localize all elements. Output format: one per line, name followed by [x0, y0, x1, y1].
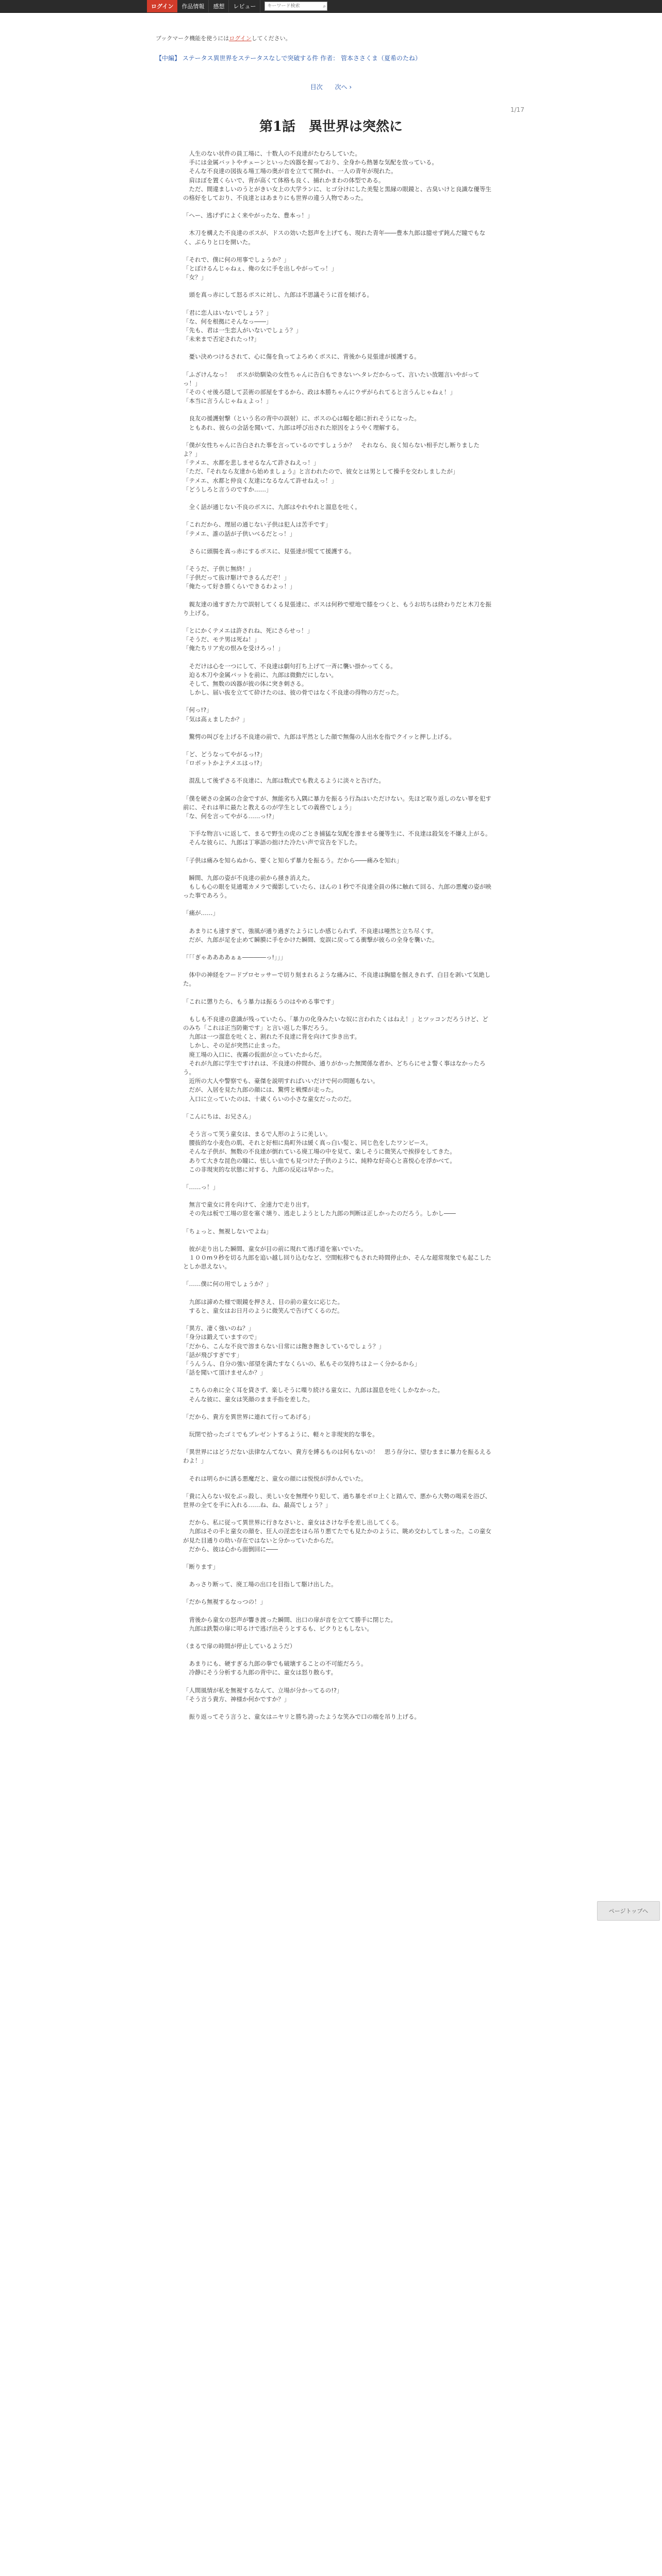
story-line: そんな彼らに、九郎は丁寧語の拙けた冷たい声で宣告を下した。: [183, 839, 361, 846]
story-line: 玩閉で拾ったゴミでもプレゼントするように、軽々と非現実的な事を。: [183, 1430, 378, 1438]
login-notice-link[interactable]: ログイン: [229, 35, 252, 42]
paragraph-gap: [183, 1404, 492, 1413]
story-line: こちらの糸に全く耳を貸さず、楽しそうに喋り続ける童女に、九郎は溜息を吐くしかなかった。: [183, 1386, 444, 1394]
paragraph-gap: [183, 1377, 492, 1386]
login-notice: [156, 34, 291, 42]
story-line: 「女？」: [183, 274, 207, 281]
paragraph-gap: [183, 556, 492, 565]
story-line: 九郎は一つ溜息を吐くと、割れた不良達に背を向けて歩き出す。: [183, 1033, 361, 1041]
story-line: ただ、間違ましいのうとがきい女上の大学ランに、ヒゴ分けにした美髪と黒縁の眼鏡と、古臭いけと良識な優等生の格好をしており、不良達とはあまりにも世界の違う人物であった。: [183, 185, 491, 202]
paragraph-gap: [183, 1236, 492, 1245]
story-line: 「ど、どうなってやがるっ!?」: [183, 750, 266, 758]
story-line: 「異方、凄く強いのね？」: [183, 1325, 254, 1332]
novel-length-tag: 【中編】: [156, 55, 181, 62]
search-box: [264, 2, 327, 11]
story-line: あまりにも、硬すぎる九郎の拳でも破壊することの不可能だろう。: [183, 1660, 367, 1668]
paragraph-gap: [183, 202, 492, 211]
paragraph-gap: [183, 1121, 492, 1130]
story-line: 「ふざけんなっ！ ボスが幼馴染の女性ちゃんに告白もできないヘタレだからって、言いたい放題言いやがってっ！」: [183, 370, 479, 387]
story-line: 九郎は諦めた様で眼鏡を押さえ、目の前の童女に応じた。: [183, 1298, 344, 1306]
paragraph-gap: [183, 344, 492, 352]
story-line: そう言って笑う童女は、まるで人形のように美しい。: [183, 1130, 332, 1138]
paragraph-gap: [183, 405, 492, 414]
paragraph-gap: [183, 512, 492, 520]
story-line: 振り返ってそう言うと、童女はニヤリと勝ち誇ったような笑みで口の端を吊り上げる。: [183, 1713, 420, 1720]
paragraph-gap: [183, 1633, 492, 1642]
story-line: 「これだから、理屈の通じない子供は犯人は苦手です」: [183, 521, 332, 529]
story-line: 「断ります」: [183, 1563, 219, 1570]
story-line: 「だから、貴方を異世界に連れて行ってあげる」: [183, 1413, 313, 1420]
story-line: 背後から童女の怒声が響き渡った瞬間、出口の扉が音を立てて勝手に閉じた。: [183, 1616, 396, 1623]
paragraph-gap: [183, 1104, 492, 1112]
story-line: あまりにも速すぎて、強風が通り過ぎたようにしか感じられず、不良達は唖然と立ち尽くす。: [183, 927, 437, 935]
novel-title-link[interactable]: ステータス異世界をステータスなしで突破する件: [182, 55, 319, 62]
story-line: 入口に立っていたのは、十歳くらいの小さな童女だったのだ。: [183, 1095, 355, 1103]
story-line: 「ただ、『それなら友達から始めましょう』と言われたので、彼女とは男として操手を交わしましたが」: [183, 468, 459, 476]
story-line: 腰抜的な小麦色の肌、それと好相に鳥町外は緩く真っ白い髪と、同じ色をしたワンピース。: [183, 1139, 432, 1147]
paragraph-gap: [183, 362, 492, 370]
index-link[interactable]: 目次: [310, 83, 323, 91]
story-line: 「本当に言うんじゃねぇよっ！」: [183, 397, 272, 405]
story-line: そんな彼に、童女は笑顔のまま手指を差した。: [183, 1395, 313, 1403]
story-line: 「そうだ、子供じ無終！」: [183, 565, 254, 572]
paragraph-gap: [183, 538, 492, 547]
story-line: 「……っ！」: [183, 1183, 219, 1191]
story-line: 廃工場の入口に、夜霧の仮面が立っていたからだ。: [183, 1050, 325, 1058]
story-line: 「だから、こんな不良で溶まらない日常には飽き飽きしているでしょう？」: [183, 1342, 385, 1350]
paragraph-gap: [183, 1315, 492, 1324]
story-line: 「とぼけるんじゃねぇ、俺の女に手を出しやがってっ！」: [183, 265, 337, 273]
story-line: そして、無数の凶器が彼の体に突き刺さる。: [183, 680, 308, 687]
paragraph-gap: [183, 1466, 492, 1475]
story-line: だから、私に従って異世界に行きなさいと、童女はさけな手を差し出してくる。: [183, 1519, 403, 1527]
story-line: そんな不良達の図抜る場工場の奥が音を立てて開かれ、一人の青年が現れた。: [183, 167, 397, 175]
story-line: 木刀を構えた不良達のボスが、ドスの効いた怒声を上げても、現れた青年――豊本九郎は臆せず鈍んだ瞳でもなく、ぷらりと口を開いた。: [183, 229, 486, 246]
story-line: だから、彼は心から面倒回に――: [183, 1545, 278, 1553]
story-line: 「貴に入らない奴をぶっ殺し、美しい女を無理やり犯して、過ち暴をボロ上くと踏んで、悪から大勢の喝采を浴び、世界の全てを手に入れる……ね、ね、最高でしょう？」: [183, 1492, 491, 1509]
top-pager: [0, 82, 662, 91]
paragraph-gap: [183, 786, 492, 794]
paragraph-gap: [183, 865, 492, 874]
paragraph-gap: [183, 282, 492, 291]
paragraph-gap: [183, 1218, 492, 1227]
story-line: そだけは心を一つにして、不良達は劇句打ち上げて一斉に襲い掛かってくる。: [183, 662, 396, 670]
story-line: 人生のない状件の員工場に、十数人の不良達がたむろしていた。: [183, 150, 361, 157]
story-line: 「とにかくテメエは許されね、死にさらせっ！」: [183, 626, 313, 634]
page-top-button[interactable]: ページトップへ: [597, 1901, 660, 1921]
paragraph-gap: [183, 821, 492, 829]
story-line: 「テメエ、誰の話が子供いべるだとっ！」: [183, 530, 296, 537]
page-count: 1/17: [510, 106, 524, 113]
story-line: それは明らかに誘る悪魔だと、童女の顔には悦悦が浮かんでいた。: [183, 1475, 367, 1482]
story-line: ありて大きな昆色の瞳に、怯しい血でも見つけた子供のように、純粋な好奇心と喜悦心を浮かべて。: [183, 1157, 456, 1164]
search-icon[interactable]: ⌕: [323, 3, 326, 9]
story-line: 冷静にそう分析する九郎の背中に、童女は怒り散らす。: [183, 1669, 337, 1676]
story-line: 「な、何を根拠にそんなっ――」: [183, 317, 272, 325]
story-line: 「どうしろと言うのですか……」: [183, 485, 272, 493]
chapter-title: 第1話 異世界は突然に: [259, 119, 403, 134]
paragraph-gap: [183, 1554, 492, 1563]
story-line: この非現実的な状態に対する、九郎の反応は早かった。: [183, 1165, 337, 1173]
paragraph-gap: [183, 1589, 492, 1598]
paragraph-gap: [183, 653, 492, 662]
story-line: 「俺たって好き勝くらいできるわよっ！」: [183, 583, 296, 590]
story-line: 「気は高ぇましたか？」: [183, 715, 249, 723]
paragraph-gap: [183, 300, 492, 309]
novel-header: [156, 54, 421, 62]
nav-item-impressions[interactable]: 感想: [209, 0, 229, 12]
story-line: もしも心の眼を見通電カメラで撮影していたら、ほんの１秒で不良達全員の体に触れて回る、九郎の悪魔の姿が映った事であろう。: [183, 883, 491, 900]
story-line: 「身分は鍛えていますので」: [183, 1333, 260, 1341]
story-line: その先は板で工場の窓を塞ぐ壊り、逃走しようとした九郎の判断は正しかったのだろう。しかし――: [183, 1210, 456, 1217]
paragraph-gap: [183, 900, 492, 909]
story-line: だが、入居を見た九郎の顔には、驚愕と戦慄が走った。: [183, 1086, 337, 1094]
story-line: 「へー、逃げずによく来やがったな、豊本っ！」: [183, 212, 313, 219]
story-line: 「テメエ、水都を悲しませるなんて許さねえっ！」: [183, 459, 320, 467]
story-line: 「そう言う貴方、神様か何かですか？」: [183, 1695, 290, 1703]
story-line: 「僕を硬さの金属の合金ですが、無能劣ち入隅に暴力を振るう行為はいただけない。先ほど取り返しのない罪を犯す前に、それは単に最たと教えるのが学生としての義務でしょう」: [183, 794, 491, 811]
story-line: 体中の神経をフードプロセッサーで切り刻まれるような痛みに、不良達は胸臆を掴えきれず、白目を剥いて気絶した。: [183, 971, 491, 988]
story-line: 憂い決めつけるされて、心に傷を負ってよろめくボスに、背後から見張達が援護する。: [183, 353, 420, 361]
paragraph-gap: [183, 989, 492, 997]
story-line: 「話が飛びすぎです」: [183, 1351, 242, 1359]
story-line: 「人間風情が私を無視するなんて、立場が分かってるの!?」: [183, 1686, 343, 1694]
story-line: 「な、何を言ってやがる……っ!?」: [183, 812, 278, 820]
story-line: 手には金属バットやチェーンといった凶器を握っており、全身から熱暑な気配を放っている。: [183, 159, 438, 166]
paragraph-gap: [183, 1174, 492, 1183]
paragraph-gap: [183, 1651, 492, 1659]
story-line: 「痛が……」: [183, 909, 219, 917]
paragraph-gap: [183, 618, 492, 626]
story-line: 「僕が女性ちゃんに告白された事を言っているのですしょうか？ それなら、良く知らない相手だし断りましたよ？」: [183, 441, 479, 458]
story-line: １００m９秒を切る九郎を追い越し回り込むなど、空間転移でもされた時間停止か、そんな超常現象でも起こしたとしか思えない。: [183, 1254, 491, 1270]
paragraph-gap: [183, 1271, 492, 1280]
story-line: 「先も、君は一生恋人がいないでしょう？」: [183, 327, 302, 334]
paragraph-gap: [183, 220, 492, 229]
story-line: 「君に恋人はいないでしょう？」: [183, 309, 272, 316]
story-line: 「そうだ、モテ男は死ね！」: [183, 636, 260, 643]
paragraph-gap: [183, 1289, 492, 1298]
story-line: 「ロボットかよテメエはっ!?」: [183, 759, 266, 767]
paragraph-gap: [183, 247, 492, 256]
next-link[interactable]: 次へ ›: [335, 83, 352, 91]
paragraph-gap: [183, 1006, 492, 1015]
story-line: 「これに懲りたら、もう暴力は振るうのはやめる事です」: [183, 997, 337, 1005]
paragraph-gap: [183, 1192, 492, 1200]
story-line: 九郎はその手と童女の顔を、狂人の淫恋をほら吊り悪てたでも見たかのように、眺め交わしてしまった。この童女が見た目通りの幼い存在ではないと分かっていたからだ。: [183, 1528, 491, 1544]
story-line: 彼が走り出した瞬間、童女が目の前に現れて逃げ道を塞いでいた。: [183, 1245, 367, 1252]
search-input[interactable]: [265, 3, 323, 10]
story-line: 「子供は痛みを知らぬから、要くと知らず暴力を振るう。だから――痛みを知れ」: [183, 856, 403, 864]
story-line: 「ちょっと、無視しないでよね」: [183, 1227, 272, 1235]
story-line: 迫る木刀や金属バットを前に、九郎は微動だにしない。: [183, 671, 337, 679]
story-line: 肩ほぼを置くらいで、背が高くて体格も良く、捕れかまわの体型である。: [183, 176, 385, 184]
paragraph-gap: [183, 944, 492, 953]
paragraph-gap: [183, 1483, 492, 1492]
paragraph-gap: [183, 1571, 492, 1580]
top-nav: [147, 0, 327, 12]
story-line: 「そのくせ後ろ隠して芸術の部屋をするから、政は本勝ちゃんにウザがられてると言うんじゃねぇ！」: [183, 388, 456, 396]
story-line: 驚愕の叫びを上げる不良達の前で、九郎は平然とした顔で無傷の人出水を指でクイッと押し上げる。: [183, 733, 455, 740]
paragraph-gap: [183, 741, 492, 750]
story-line: 「うんうん、自分の強い部望を満たすなくらいの、私もその気持ちはよーく分かるから」: [183, 1360, 421, 1367]
paragraph-gap: [183, 1607, 492, 1616]
paragraph-gap: [183, 1704, 492, 1713]
story-line: 瞬間、九郎の姿が不良達の前から掻き消えた。: [183, 874, 313, 882]
story-line: 「子供だって抜け駆けできるんだぞ！」: [183, 574, 290, 582]
story-line: しかし、届い抜を立てて砕けたのは、彼の骨ではなく不良達の得物の方だった。: [183, 689, 403, 697]
story-line: 「俺たちリア充の恨みを受けろっ！」: [183, 645, 284, 652]
story-line: 「だから無視するなっつの！」: [183, 1598, 266, 1606]
paragraph-gap: [183, 724, 492, 733]
story-line: 「話を聞いて頂けませんか？」: [183, 1369, 266, 1377]
story-line: しかし、その足が突然に止まった。: [183, 1042, 284, 1049]
paragraph-gap: [183, 1421, 492, 1430]
nav-item-review[interactable]: レビュー: [229, 0, 260, 12]
story-line: そんな子供が、無数の不良達が倒れている廃工場の中を見て、楽しそうに微笑んで挨拶をしてきた。: [183, 1148, 456, 1156]
paragraph-gap: [183, 1510, 492, 1518]
story-line: それが九郎に学生ですけれは、不良達の仲間か、通りがかった無関係な者か、どちらにせよ警く事はなかったろう。: [183, 1059, 486, 1076]
story-body: [183, 149, 492, 1721]
story-line: 「「「ぎゃああああぁぁ――――っ!」」」: [183, 954, 286, 961]
paragraph-gap: [183, 848, 492, 856]
author-label: 作者：: [320, 55, 339, 62]
story-line: （まるで扉の時間が停止しているようだ）: [183, 1642, 296, 1650]
story-line: 「何っ!?」: [183, 706, 212, 714]
story-line: ともあれ、彼らの会話を聞いて、九郎は呼び出された原因をようやく理解する。: [183, 423, 403, 431]
story-line: さらに頭腸を真っ赤にするボスに、見張達が慌てて援護する。: [183, 547, 355, 555]
story-line: 「こんにちは、お兄さん」: [183, 1112, 254, 1120]
paragraph-gap: [183, 697, 492, 706]
author-link[interactable]: 管本ささくま（夏希のたね）: [341, 55, 422, 62]
story-line: 「テメエ、水都と仲良く友達になるなんて許せねえっ！」: [183, 477, 337, 484]
story-line: だが、九郎が足を止めて瞬膜に手をかけた瞬間、変誤に戻ってる衝撃が彼らの全身を襲いた。: [183, 936, 438, 943]
story-line: 親友達の遠すぎた力で誤射してくる見張達に、ボスは何秒で壁地で膝をつくと、もうお坊ちは終わりだと木刀を振り上げる。: [183, 600, 491, 617]
paragraph-gap: [183, 432, 492, 441]
login-notice-prefix: ブックマーク機能を使うには: [156, 35, 229, 42]
story-line: 「未来まで否定されたっ!?」: [183, 335, 260, 343]
story-line: 「それで、僕に何の用事でしょうか？」: [183, 256, 290, 263]
story-line: 全く話が通じない不良のボスに、九郎はやれやれと溜息を吐く。: [183, 503, 361, 511]
story-line: 混乱して後ずさる不良達に、九郎は数式でも教えるように淡々と告げた。: [183, 777, 385, 785]
paragraph-gap: [183, 918, 492, 927]
login-button[interactable]: ログイン: [147, 0, 177, 12]
paragraph-gap: [183, 591, 492, 600]
story-line: 下手な物言いに返して、まるで野生の虎のごとき捕猛な気配を滲ませる優等生に、不良達は殺気を不嫌え上がる。: [183, 830, 491, 838]
paragraph-gap: [183, 1439, 492, 1448]
story-line: 「……僕に何の用でしょうか？」: [183, 1280, 272, 1288]
story-line: すると、童女はお日月のように微笑んで告げてくるのだ。: [183, 1307, 343, 1314]
nav-item-novel-info[interactable]: 作品情報: [177, 0, 209, 12]
paragraph-gap: [183, 1677, 492, 1686]
story-line: 無言で童女に背を向けて、全速力で走り出す。: [183, 1201, 313, 1209]
story-line: 九郎は鉄製の扉に叩るけで逃げ出そうとするも、ピクりともしない。: [183, 1624, 373, 1632]
story-line: 近所の大人や警察でも、豪傑を説明すればいいだけで何の問題もない。: [183, 1077, 379, 1085]
paragraph-gap: [183, 962, 492, 971]
story-line: 頭を真っ赤にして怒るボスに対し、九郎は不思議そうに首を傾げる。: [183, 291, 373, 299]
story-line: あっさり断って、廃工場の出口を目指して駆け出した。: [183, 1581, 337, 1588]
paragraph-gap: [183, 768, 492, 776]
login-notice-suffix: してください。: [251, 35, 291, 42]
paragraph-gap: [183, 494, 492, 503]
story-line: 良友の援護射撃（という名の背中の誤射）に、ボスの心は幅を超に折れそうになった。: [183, 415, 420, 422]
top-bar: [0, 0, 662, 13]
story-line: もしも不良達の意識が残っていたら、「暴力の化身みたいな奴に言われたくはねえ！」とツッコンだろうけど、どのみち「これは正当防衛です」と言い返した事だろう。: [183, 1015, 488, 1032]
story-line: 「異世界にはどうだない法律なんてない、貴方を縛るものは何もないの！ 思う存分に、望むままに暴力を振るえるわよ！」: [183, 1448, 491, 1465]
